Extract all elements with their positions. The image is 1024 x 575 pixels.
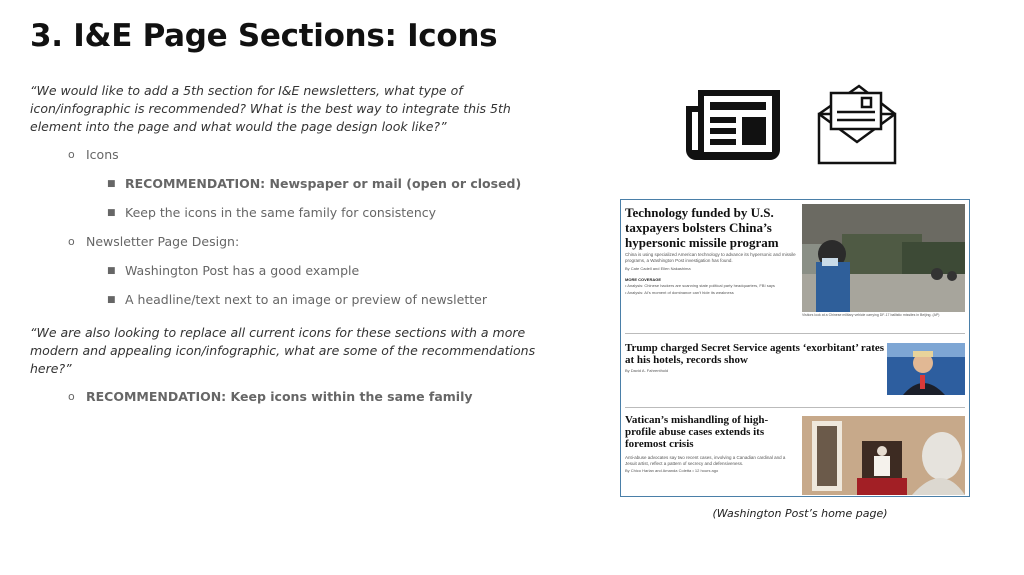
icon-pair [684,84,899,166]
bullet-page-design: o Newsletter Page Design: [68,234,240,249]
divider-1 [625,333,965,334]
more-coverage-item-1[interactable]: • Analysis: Chinese hackers are scanning state political party headquarters, FBI says [625,283,775,288]
more-coverage-item-2[interactable]: • Analysis: AI’s moment of dominance can’t hide its weakness [625,290,734,295]
article2-headline[interactable]: Trump charged Secret Service agents ‘exorbitant’ rates at his hotels, records show [625,342,885,366]
trump-photo [887,343,965,395]
washington-post-preview [620,199,970,497]
article2-byline: By David A. Fahrenthold [625,368,669,373]
icon-examples [684,84,899,171]
bullet-same-family: ■ Keep the icons in the same family for consistency [107,205,437,220]
question-quote-1: “We would like to add a 5th section for I&E newsletters, what type of icon/infographic is recommended? What is the best way to integrate this 5th element into the page and what would the page design look like?” [30,83,511,134]
vatican-photo [802,416,965,495]
open-mail-icon [819,86,895,163]
article3-headline[interactable]: Vatican’s mishandling of high-profile abuse cases extends its foremost crisis [625,414,769,450]
bullet-headline-text: ■ A headline/text next to an image or preview of newsletter [107,292,487,307]
article3-summary: Anti-abuse advocates say two recent cases, involving a Canadian cardinal and a Jesuit artist, reflect a pattern of secrecy and defensiveness. [625,455,786,466]
image-caption: (Washington Post’s home page) [712,507,888,520]
bullet-recommendation-newspaper: ■ RECOMMENDATION: Newspaper or mail (open or closed) [107,176,522,191]
slide-body [30,82,550,419]
photo-caption: Visitors look at a Chinese military vehicle carrying DF-17 ballistic missiles in Beijing. (AP) [802,313,940,317]
more-coverage-label: MORE COVERAGE [625,277,662,282]
slide-title: 3. I&E Page Sections: Icons [30,18,498,54]
newspaper-icon [686,90,780,160]
bullet-wapo-example: ■ Washington Post has a good example [107,263,360,278]
article1-byline: By Cate Cadell and Ellen Nakashima [625,266,691,271]
divider-2 [625,407,965,408]
bullet-recommendation-family: o RECOMMENDATION: Keep icons within the same family [68,389,473,404]
question-quote-2: “We are also looking to replace all current icons for these sections with a more modern and appealing icon/infographic, what are some of the recommendations here?” [30,325,536,376]
missile-photo [802,204,965,312]
bullet-icons: o Icons [68,147,119,162]
article1-headline[interactable]: Technology funded by U.S. taxpayers bolsters China’s hypersonic missile program [625,205,779,250]
article3-byline: By Chico Harlan and Amanda Coletta • 12 hours ago [625,468,719,473]
article1-summary: China is using specialized American technology to advance its hypersonic and missile programs, a Washington Post investigation has found. [625,252,796,263]
